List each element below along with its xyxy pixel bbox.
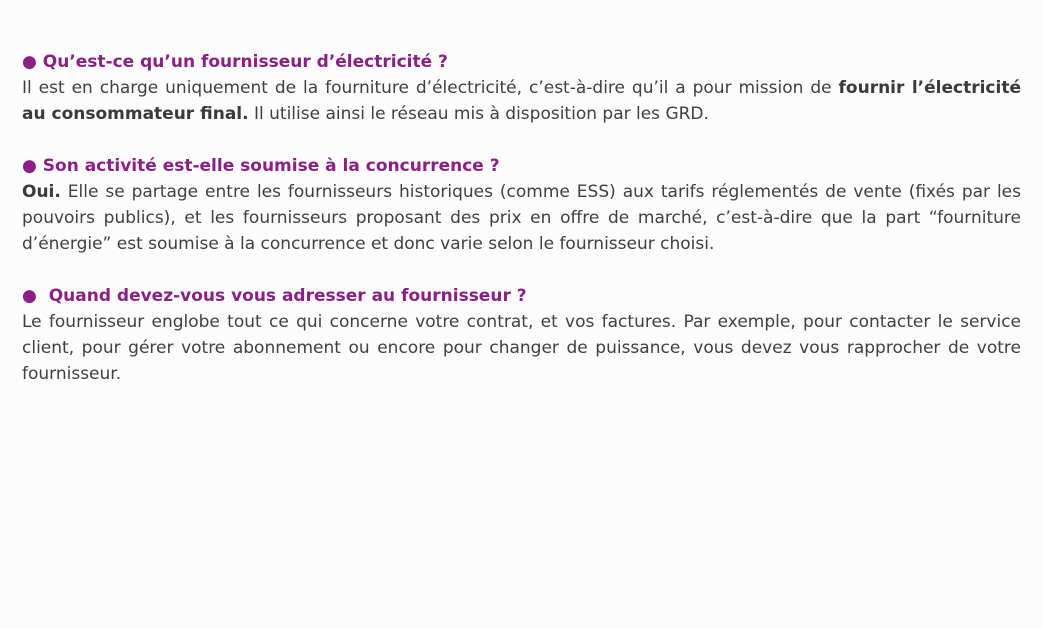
heading-text: Qu’est-ce qu’un fournisseur d’électricité ? [42, 52, 448, 72]
paragraph-bold-text: Oui. [22, 182, 61, 202]
section-paragraph [22, 75, 1021, 127]
section-heading [22, 153, 1021, 179]
section-paragraph [22, 309, 1021, 387]
faq-section-adresser [22, 283, 1021, 387]
section-heading [22, 283, 1021, 309]
heading-text: Son activité est-elle soumise à la concurrence ? [42, 156, 500, 176]
bullet-icon: ● [22, 52, 37, 72]
faq-content [22, 49, 1021, 413]
bullet-icon: ● [22, 156, 37, 176]
faq-section-fournisseur [22, 49, 1021, 127]
paragraph-text: Le fournisseur englobe tout ce qui concerne votre contrat, et vos factures. Par exemple, pour contacter le service client, pour gérer votre abonnement ou encore pour changer de puissance, vous devez vous rapprocher de votre fournisseur. [22, 312, 1021, 384]
section-heading [22, 49, 1021, 75]
paragraph-bold-text: fournir l’électricité au consommateur final. [22, 78, 1021, 124]
paragraph-text: Il utilise ainsi le réseau mis à disposition par les GRD. [248, 104, 709, 124]
bullet-icon: ● [22, 286, 37, 306]
paragraph-text: Il est en charge uniquement de la fourniture d’électricité, c’est-à-dire qu’il a pour mission de [22, 78, 839, 98]
faq-section-concurrence [22, 153, 1021, 257]
section-paragraph [22, 179, 1021, 257]
paragraph-text: Elle se partage entre les fournisseurs historiques (comme ESS) aux tarifs réglementés de vente (fixés par les pouvoirs publics), et les fournisseurs proposant des prix en offre de marché, c’est-à-dire que la part “fourniture d’énergie” est soumise à la concurrence et donc varie selon le fournisseur choisi. [22, 182, 1021, 254]
heading-text: Quand devez-vous vous adresser au fournisseur ? [48, 286, 527, 306]
